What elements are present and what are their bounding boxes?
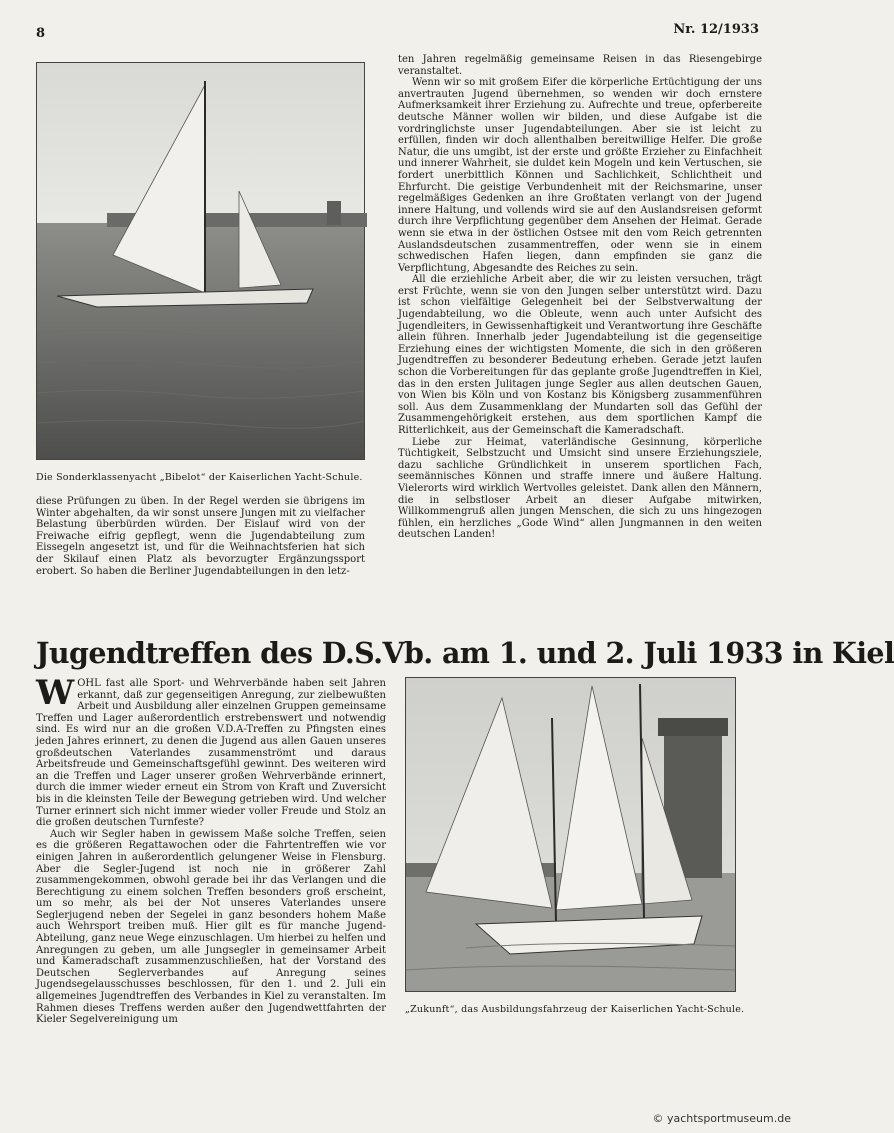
article-body (36, 673, 386, 1026)
paragraph: All die erziehliche Arbeit aber, die wir zu leisten versuchen, trägt erst Früchte, wenn sie von den Jungen selber unterstützt wird. Dazu ist schon vielfältige Gelegenheit bei der Selbstverwaltung der Jugendabteilung, wo die Obleute, wenn auch unter Aufsicht des Jugendleiters, in Gewissenhaftigkeit und Verantwortung ihre Geschäfte allein führen. Innerhalb jeder Jugendabteilung ist die gegenseitige Erziehung eines der wichtigsten Momente, die sich in den größeren Jugendtreffen zu besonderer Bedeutung erheben. Gerade jetzt laufen schon die Vorbereitungen für das geplante große Jugendtreffen in Kiel, das in den ersten Julitagen junge Segler aus allen deutschen Gauen, von Wien bis Köln und von Kostanz bis Königsberg zusammenführen soll. Aus dem Zusammenklang der Mundarten soll das Gefühl der Zusammengehörigkeit erstehen, aus dem sportlichen Kampf die Ritterlichkeit, aus der Gemeinschaft die Kameradschaft. (398, 274, 762, 436)
sailboat-photo-illustration (37, 63, 364, 459)
paragraph-first (36, 673, 386, 829)
right-column-top (398, 54, 762, 541)
photo-zukunft (405, 677, 736, 992)
schooner-photo-illustration (406, 678, 735, 991)
paragraph: Wenn wir so mit großem Eifer die körperliche Ertüchtigung der uns anvertrauten Jugend übernehmen, so wenden wir doch ernstere Aufmerksamkeit ihrer Erziehung zu. Aufrechte und treue, opferbereite deutsche Männer wollen wir bilden, und diese Aufgabe ist die vordringlichste unser Jugendabteilungen. Aber sie ist leicht zu erfüllen, finden wir doch allenthalben bereitwillige Helfer. Die große Natur, die uns umgibt, ist der erste und größte Erzieher zu Einfachheit und innerer Wahrheit, sie duldet kein Mogeln und kein Vertuschen, sie fordert unerbittlich Können und Sachlichkeit, Schlichtheit und Ehrfurcht. Die geistige Verbundenheit mit der Reichsmarine, unser regelmäßiges Gedenken an ihre Großtaten verlangt von der Jugend innere Haltung, und vollends wird sie auf den Auslandsreisen geformt durch ihre Verpflichtung gegenüber dem Ansehen der Heimat. Gerade wenn sie etwa in der östlichen Ostsee mit den vom Reich getrennten Auslandsdeutschen zusammentreffen, oder wenn sie in einem schwedischen Hafen liegen, dann empfinden sie ganz die Verpflichtung, Abgesandte des Reiches zu sein. (398, 77, 762, 274)
left-column-top (36, 496, 365, 577)
page-number: 8 (36, 26, 46, 41)
photo-bibelot (36, 62, 365, 460)
issue-number: Nr. 12/1933 (673, 22, 759, 37)
paragraph: ten Jahren regelmäßig gemeinsame Reisen in das Riesengebirge veranstaltet. (398, 54, 762, 77)
paragraph: diese Prüfungen zu üben. In der Regel werden sie übrigens im Winter abgehalten, da wir sonst unsere Jungen mit zu vielfacher Belastung überbürden würden. Der Eislauf wird von der Freiwache eifrig gepflegt, wenn die Jugendabteilung zum Eissegeln angesetzt ist, und für die Weihnachtsferien hat sich der Skilauf einen Platz als bevorzugter Ergänzungssport erobert. So haben die Berliner Jugendabteilungen in den letz- (36, 496, 365, 577)
drop-cap: W (36, 673, 75, 713)
paragraph: Liebe zur Heimat, vaterländische Gesinnung, körperliche Tüchtigkeit, Selbstzucht und Umsicht sind unsere Erziehungsziele, dazu sachliche Gründlichkeit in unserem sportlichen Fach, seemännisches Können und straffe innere und äußere Haltung. Vielerorts wird wirklich Wertvolles geleistet. Dank allen den Männern, die in selbstloser Arbeit an dieser Aufgabe mitwirken, Willkommengruß allen jungen Menschen, die sich zu uns hingezogen fühlen, ein herzliches „Gode Wind“ allen Jungmannen in den weiten deutschen Landen! (398, 436, 762, 541)
photo2-caption: „Zukunft“, das Ausbildungsfahrzeug der Kaiserlichen Yacht-Schule. (405, 1004, 745, 1015)
photo1-caption: Die Sonderklassenyacht „Bibelot“ der Kaiserlichen Yacht-Schule. (36, 472, 363, 483)
article-headline: Jugendtreffen des D.S.Vb. am 1. und 2. Juli 1933 in Kiel (36, 636, 894, 670)
paragraph-text: OHL fast alle Sport- und Wehrverbände haben seit Jahren erkannt, daß zur gegenseitigen Anregung, zur zielbewußten Arbeit und Ausbildung aller einzelnen Gruppen gemeinsame Treffen und Lager außerordentlich erstrebenswert und notwendig sind. Es wird nur an die großen V.D.A-Treffen zu Pfingsten eines jeden Jahres erinnert, zu denen die Jugend aus allen Gauen unseres großdeutschen Vaterlandes zusammenströmt und daraus Arbeitsfreude und Gemeinschaftsgefühl gewinnt. Des weiteren wird an die Treffen und Lager unserer großen Wehrverbände erinnert, durch die immer wieder erneut ein Strom von Kraft und Zuversicht bis in die kleinsten Teile der Bewegung getrieben wird. Und welcher Turner erinnert sich nicht immer wieder voller Freude und Stolz an die großen deutschen Turnfeste? (36, 678, 386, 829)
paragraph: Auch wir Segler haben in gewissem Maße solche Treffen, seien es die größeren Regattawochen oder die Fahrtentreffen wie vor einigen Jahren in außerordentlich gelungener Weise in Flensburg. Aber die Segler-Jugend ist noch nie in größerer Zahl zusammengekommen, obwohl gerade bei ihr das Verlangen und die Berechtigung zu einem solchen Treffen besonders groß erscheint, um so mehr, als bei der Not unseres Vaterlandes unsere Seglerjugend neben der Segelei in ganz besonders hohem Maße auch Wehrsport treiben muß. Hier gilt es für manche Jugend-Abteilung, ganz neue Wege einzuschlagen. Um hierbei zu helfen und Anregungen zu geben, um alle Jungsegler in gemeinsamer Arbeit und Kameradschaft zusammenzuschließen, hat der Vorstand des Deutschen Seglerverbandes auf Anregung seines Jugendsegelausschusses beschlossen, für den 1. und 2. Juli ein allgemeines Jugendtreffen des Verbandes in Kiel zu veranstalten. Im Rahmen dieses Treffens werden außer den Jugendwettfahrten der Kieler Segelvereinigung um (36, 828, 386, 1026)
watermark: © yachtsportmuseum.de (652, 1112, 791, 1125)
